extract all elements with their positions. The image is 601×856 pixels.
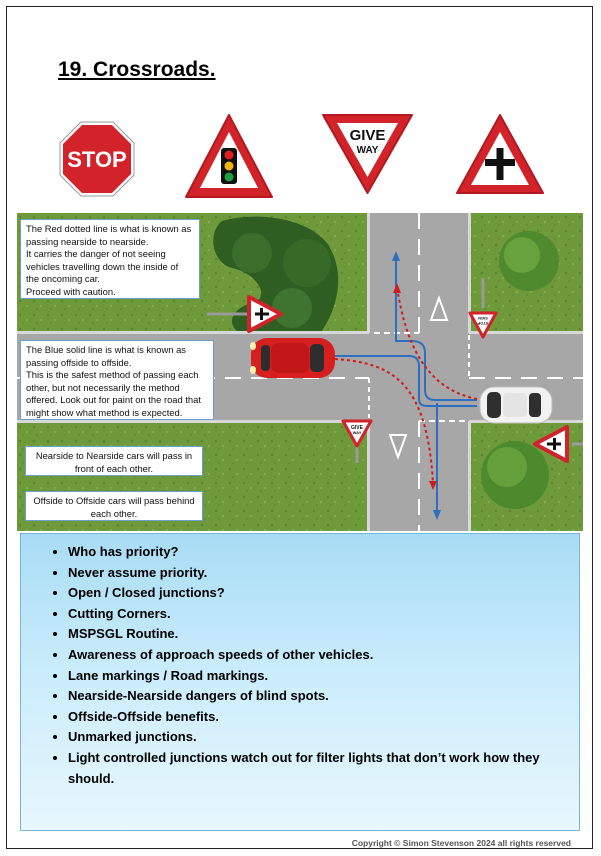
list-item: • Awareness of approach speeds of other vehicles. (68, 645, 579, 666)
offside-note-line: each other. (90, 507, 138, 519)
blue-line-note-line: might show what method is expected. (26, 406, 183, 418)
nearside-note-line: front of each other. (74, 462, 154, 474)
blue-line-note-line: offered. Look out for paint on the road that (26, 394, 201, 406)
key-points-box (20, 533, 580, 831)
list-item: • Lane markings / Road markings. (68, 666, 579, 687)
blue-line-note-line: other, but not necessarily the method (26, 381, 180, 393)
list-item: • Never assume priority. (68, 563, 579, 584)
stop-sign-text: STOP (67, 147, 127, 172)
red-line-note-line: the oncoming car. (26, 273, 101, 285)
give-way-sign-icon (321, 113, 414, 195)
stop-sign-icon (59, 121, 135, 197)
list-item: • Unmarked junctions. (68, 727, 579, 748)
nearside-note-line: Nearside to Nearside cars will pass in (35, 450, 193, 461)
list-item: • Cutting Corners. (68, 604, 579, 625)
red-line-note-line: Proceed with caution. (26, 285, 116, 297)
red-line-note-line: passing nearside to nearside. (26, 235, 149, 247)
blue-line-note (20, 340, 214, 420)
offside-note (25, 491, 203, 521)
crossroads-diagram (17, 213, 583, 531)
page-title: 19. Crossroads. (58, 58, 216, 81)
give-way-sign-text-line2: WAY (356, 145, 379, 156)
key-points-list (21, 534, 579, 789)
small-stop-sign-line2: SIGN (478, 316, 488, 321)
white-car (480, 387, 552, 423)
red-line-note (20, 219, 200, 299)
copyright-notice: Copyright © Simon Stevenson 2024 all rights reserved (351, 838, 571, 848)
list-item: • Open / Closed junctions? (68, 583, 579, 604)
crossroads-warning-sign-icon (454, 112, 546, 196)
traffic-lights-warning-sign-icon (183, 112, 275, 200)
red-line-note-line: The Red dotted line is what is known as (26, 223, 192, 234)
red-line-note-line: vehicles travelling down the inside of (26, 260, 179, 272)
give-way-sign-text-line1: GIVE (349, 127, 386, 144)
red-car (250, 338, 335, 378)
blue-line-note-line: passing offside to offside. (26, 356, 132, 368)
blue-line-note-line: This is the safest method of passing each (26, 369, 199, 381)
offside-note-line: Offside to Offside cars will pass behind (33, 495, 195, 506)
small-stop-sign-line1: STOP (477, 321, 489, 326)
small-give-way-sign-line1: GIVE (351, 425, 363, 431)
nearside-note (25, 446, 203, 476)
list-item: • Nearside-Nearside dangers of blind spots. (68, 686, 579, 707)
list-item: • Who has priority? (68, 542, 579, 563)
blue-line-note-line: The Blue solid line is what is known as (26, 344, 186, 355)
list-item: • Light controlled junctions watch out for filter lights that don’t work how they should. (68, 748, 579, 789)
red-line-note-line: It carries the danger of not seeing (26, 248, 166, 260)
small-give-way-sign-line2: WAY (352, 430, 362, 435)
list-item: • MSPSGL Routine. (68, 624, 579, 645)
list-item: • Offside-Offside benefits. (68, 707, 579, 728)
